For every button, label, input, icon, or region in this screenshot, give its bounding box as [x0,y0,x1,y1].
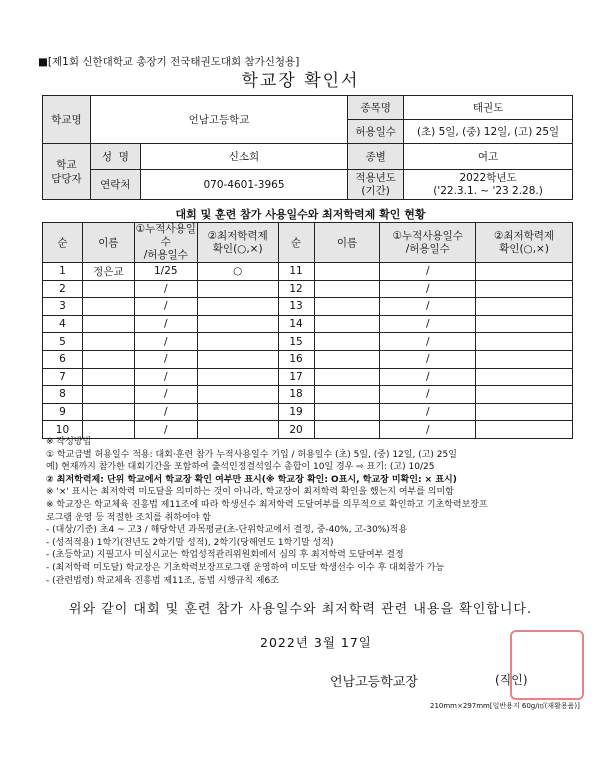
table-row [43,368,573,386]
cell-days: / [380,386,476,404]
table-row [43,263,573,281]
roster-table [42,222,573,439]
col-days: ①누적사용일수 /허용일수 [380,223,476,263]
year-label: 적용년도 (기간) [348,170,404,200]
days-label: 허용일수 [348,120,404,144]
cell-no: 13 [278,298,314,316]
cell-check [197,315,278,333]
cell-name [314,298,380,316]
cell-check [476,280,573,298]
note-line: ※ 작성방법 [46,437,92,447]
table-row [43,315,573,333]
days-value: (초) 5일, (중) 12일, (고) 25일 [404,120,573,144]
cell-check [197,350,278,368]
col-days: ①누적사용일수 /허용일수 [135,223,196,261]
cell-check [476,386,573,404]
note-line: - (초등학교) 지필고사 미실시교는 학업성적관리위원회에서 심의 후 최저학력 도달여부 결정 [46,550,404,561]
note-line: ※ '×' 표시는 최저학력 미도달을 의미하는 것이 아니라, 학교장이 최저학력 확인을 했는지 여부를 의미함 [46,487,454,498]
cell-no: 11 [278,263,314,281]
note-line: 로그램 운영 등 적절한 조치를 취하여야 함 [46,512,211,523]
col-check: ②최저학력제 확인(○,×) [476,223,573,263]
cell-check [197,298,278,316]
col-name: 이름 [314,223,380,263]
cell-days: / [380,403,476,421]
cell-no: 17 [278,368,314,386]
cell-no: 4 [43,315,83,333]
cell-no: 15 [278,333,314,351]
cell-no: 9 [43,403,83,421]
table-row [43,333,573,351]
note-line: ① 학교급별 허용일수 적용: 대회·훈련 참가 누적사용일수 기입 / 허용일수 (초) 5일, (중) 12일, (고) 25일 [46,449,457,460]
paper-spec: 210mm×297mm[일반용지 60g/㎡(재활용품)] [430,702,580,710]
section-subtitle: 대회 및 훈련 참가 사용일수와 최저학력제 확인 현황 [175,208,426,221]
cell-name [82,280,134,298]
cell-check [476,315,573,333]
cell-check: ○ [197,263,278,281]
note-line: - (대상/기준) 초4 ~ 고3 / 해당학년 과목평균(초-단위학교에서 결정, 중-40%, 고-30%)적용 [46,525,408,536]
cell-name [314,315,380,333]
event-value: 태권도 [404,96,573,120]
cell-no: 16 [278,350,314,368]
name-label: 성 명 [90,144,140,170]
table-row [43,403,573,421]
cell-check [197,403,278,421]
cell-name [314,403,380,421]
name-value: 신소희 [140,144,347,170]
note-line: ※ 학교장은 학교체육 진흥법 제11조에 따라 학생선수 최저학력 도달여부를 의무적으로 확인하고 기초학력보장프 [46,499,488,510]
table-row [43,386,573,404]
cell-days: / [380,263,476,281]
cell-days: / [380,368,476,386]
cell-name [314,368,380,386]
table-row [43,350,573,368]
cell-days: / [134,386,197,404]
cell-days: / [134,350,197,368]
cell-check [476,421,573,439]
note-line: - (성적적용) 1학기(전년도 2학기말 성적), 2학기(당해연도 1학기말 성적) [46,537,334,548]
cell-days: / [380,333,476,351]
teacher-label: 학교 담당자 [43,144,91,200]
cell-no: 8 [43,386,83,404]
cell-days: / [380,421,476,439]
cell-check [476,403,573,421]
cell-check [476,263,573,281]
page-title: 학교장 확인서 [241,71,360,91]
cell-check [197,333,278,351]
cell-check [476,298,573,316]
cell-no: 19 [278,403,314,421]
note-line: 예) 현재까지 참가한 대회기간을 포함하여 출석인정결석일수 총합이 10일 경우 ⇨ 표기: (고) 10/25 [46,462,435,473]
cell-name [82,403,134,421]
cell-name [82,298,134,316]
cell-name [82,315,134,333]
event-label: 종목명 [348,96,404,120]
cell-name [82,350,134,368]
col-no: 순 [43,223,83,263]
col-check: ②최저학력제 확인(○,×) [197,223,278,263]
contact-value: 070-4601-3965 [140,170,347,200]
cell-no: 1 [43,263,83,281]
cell-no: 5 [43,333,83,351]
cell-name [82,333,134,351]
cell-days: / [134,421,197,439]
seal-label: (직인) [495,673,528,687]
cell-name [82,368,134,386]
cell-name [314,333,380,351]
school-value: 언남고등학교 [90,96,347,144]
cell-days: / [134,333,197,351]
cell-days: / [380,315,476,333]
issue-date: 2022년 3월 17일 [260,635,372,650]
cell-name [314,280,380,298]
cell-check [197,386,278,404]
gender-value: 여고 [404,144,573,170]
cell-no: 3 [43,298,83,316]
cell-days: / [134,298,197,316]
col-no: 순 [278,223,314,263]
cell-no: 7 [43,368,83,386]
confirm-statement: 위와 같이 대회 및 훈련 참가 사용일수와 최저학력 관련 내용을 확인합니다. [68,602,533,617]
cell-check [476,350,573,368]
cell-check [476,368,573,386]
contact-label: 연락처 [90,170,140,200]
school-label: 학교명 [43,96,91,144]
note-line: ② 최저학력제: 단위 학교에서 학교장 확인 여부만 표시(※ 학교장 확인: O표시, 학교장 미확인: × 표시) [46,474,457,485]
cell-check [197,280,278,298]
table-row [43,280,573,298]
note-line: - (관련법령) 학교체육 진흥법 제11조, 동법 시행규칙 제6조 [46,575,279,586]
col-name: 이름 [82,223,134,263]
principal-name: 언남고등학교장 [330,675,418,690]
info-table [42,95,573,200]
note-line: - (최저학력 미도달) 학교장은 기초학력보장프로그램 운영하여 미도달 학생선수 이수 후 대회참가 가능 [46,562,445,573]
cell-no: 14 [278,315,314,333]
cell-days: / [134,368,197,386]
cell-days: / [380,280,476,298]
cell-no: 12 [278,280,314,298]
cell-check [476,333,573,351]
cell-days: / [380,350,476,368]
instructions [46,436,488,587]
form-header: ■[제1회 신한대학교 총장기 전국태권도대회 참가신청용] [38,56,300,68]
cell-name [82,386,134,404]
year-value: 2022학년도 ('22.3.1. ~ '23 2.28.) [404,170,573,200]
cell-days: / [134,280,197,298]
cell-days: / [134,403,197,421]
cell-days: / [380,298,476,316]
cell-days: / [134,315,197,333]
cell-no: 6 [43,350,83,368]
cell-name [314,386,380,404]
seal-stamp [510,630,584,700]
cell-name: 정은교 [82,263,134,281]
cell-no: 20 [278,421,314,439]
cell-no: 18 [278,386,314,404]
table-row [43,298,573,316]
cell-check [197,368,278,386]
gender-label: 종별 [348,144,404,170]
cell-days: 1/25 [134,263,197,281]
cell-no: 10 [43,421,83,439]
cell-no: 2 [43,280,83,298]
cell-name [314,263,380,281]
cell-name [314,350,380,368]
